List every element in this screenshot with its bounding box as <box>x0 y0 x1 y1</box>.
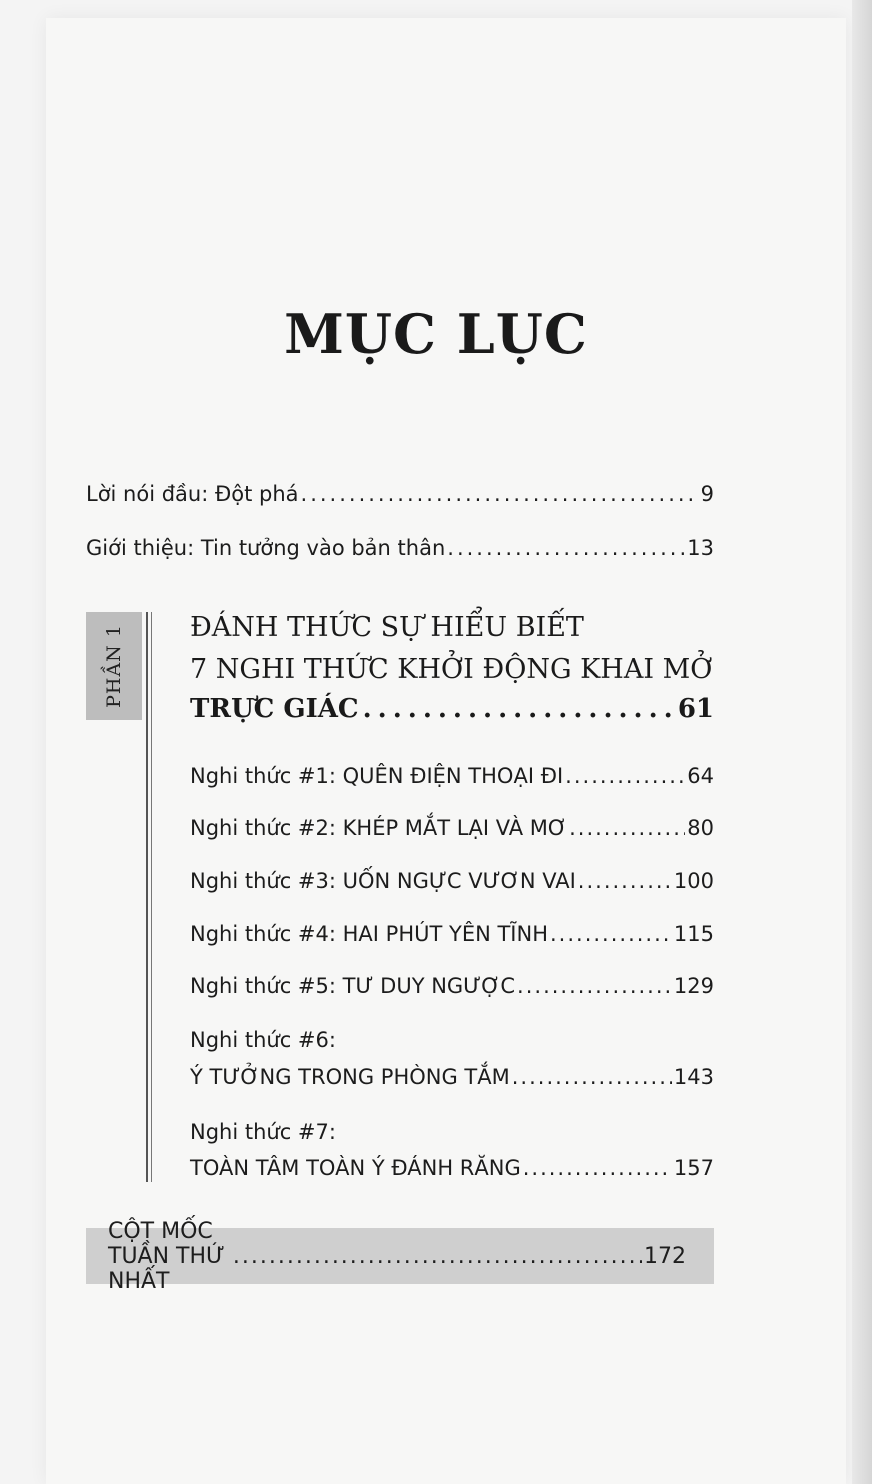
part-title-text: TRỰC GIÁC <box>190 694 359 724</box>
toc-entry-label: Nghi thức #3: UỐN NGỰC VƯƠN VAI <box>190 869 576 893</box>
part-tab <box>86 612 142 720</box>
part-title-line-3 <box>190 694 714 724</box>
toc-entry-page: 9 <box>700 482 714 506</box>
dot-leader <box>363 694 674 724</box>
toc-entry-label: TOÀN TÂM TOÀN Ý ĐÁNH RĂNG <box>190 1156 521 1180</box>
toc-entry-page: 100 <box>673 869 714 893</box>
part-divider-rule <box>146 612 148 1182</box>
page-edge <box>852 0 872 1484</box>
part-title-page: 61 <box>677 694 714 724</box>
part-divider-rule-inner <box>151 612 152 1182</box>
toc-entry-page: 64 <box>687 764 714 788</box>
toc-entry-page: 129 <box>673 974 714 998</box>
dot-leader <box>565 764 685 788</box>
toc-entry-ritual-7 <box>190 1156 714 1180</box>
part-tab-label: PHẦN 1 <box>103 624 125 708</box>
toc-entry-label: Nghi thức #2: KHÉP MẮT LẠI VÀ MƠ <box>190 816 568 840</box>
toc-entry-label: Nghi thức #1: QUÊN ĐIỆN THOẠI ĐI <box>190 764 564 788</box>
toc-entry-ritual-2 <box>190 816 714 840</box>
page-title: MỤC LỤC <box>284 302 588 366</box>
milestone-bar <box>86 1218 714 1294</box>
toc-entry-page: 143 <box>673 1065 714 1089</box>
dot-leader <box>301 482 699 506</box>
milestone-page: 172 <box>644 1243 686 1269</box>
dot-leader <box>569 816 685 840</box>
toc-entry-label: Ý TƯỞNG TRONG PHÒNG TẮM <box>190 1065 510 1089</box>
toc-entry-ritual-6-heading: Nghi thức #6: <box>190 1028 336 1052</box>
toc-entry-ritual-4 <box>190 922 714 946</box>
toc-entry-ritual-7-heading: Nghi thức #7: <box>190 1120 336 1144</box>
toc-entry-label: Nghi thức #4: HAI PHÚT YÊN TĨNH <box>190 922 548 946</box>
dot-leader <box>233 1244 642 1269</box>
toc-entry-ritual-6 <box>190 1065 714 1089</box>
toc-entry-ritual-1 <box>190 764 714 788</box>
part-title-line-2: 7 NGHI THỨC KHỞI ĐỘNG KHAI MỞ <box>190 654 713 685</box>
toc-entry-preface <box>86 482 714 506</box>
toc-entry-page: 13 <box>687 536 714 560</box>
toc-entry-label: Giới thiệu: Tin tưởng vào bản thân <box>86 536 446 560</box>
part-title-line-1: ĐÁNH THỨC SỰ HIỂU BIẾT <box>190 612 584 643</box>
toc-entry-introduction <box>86 536 714 560</box>
dot-leader <box>512 1065 672 1089</box>
toc-entry-ritual-3 <box>190 869 714 893</box>
toc-entry-page: 80 <box>687 816 714 840</box>
dot-leader <box>523 1156 672 1180</box>
toc-entry-label: Nghi thức #5: TƯ DUY NGƯỢC <box>190 974 516 998</box>
dot-leader <box>578 869 672 893</box>
toc-entry-page: 157 <box>673 1156 714 1180</box>
dot-leader <box>447 536 685 560</box>
dot-leader <box>517 974 672 998</box>
toc-entry-label: Lời nói đầu: Đột phá <box>86 482 299 506</box>
dot-leader <box>550 922 672 946</box>
toc-entry-ritual-5 <box>190 974 714 998</box>
milestone-label: CỘT MỐC TUẦN THỨ NHẤT <box>108 1218 225 1294</box>
toc-entry-page: 115 <box>673 922 714 946</box>
